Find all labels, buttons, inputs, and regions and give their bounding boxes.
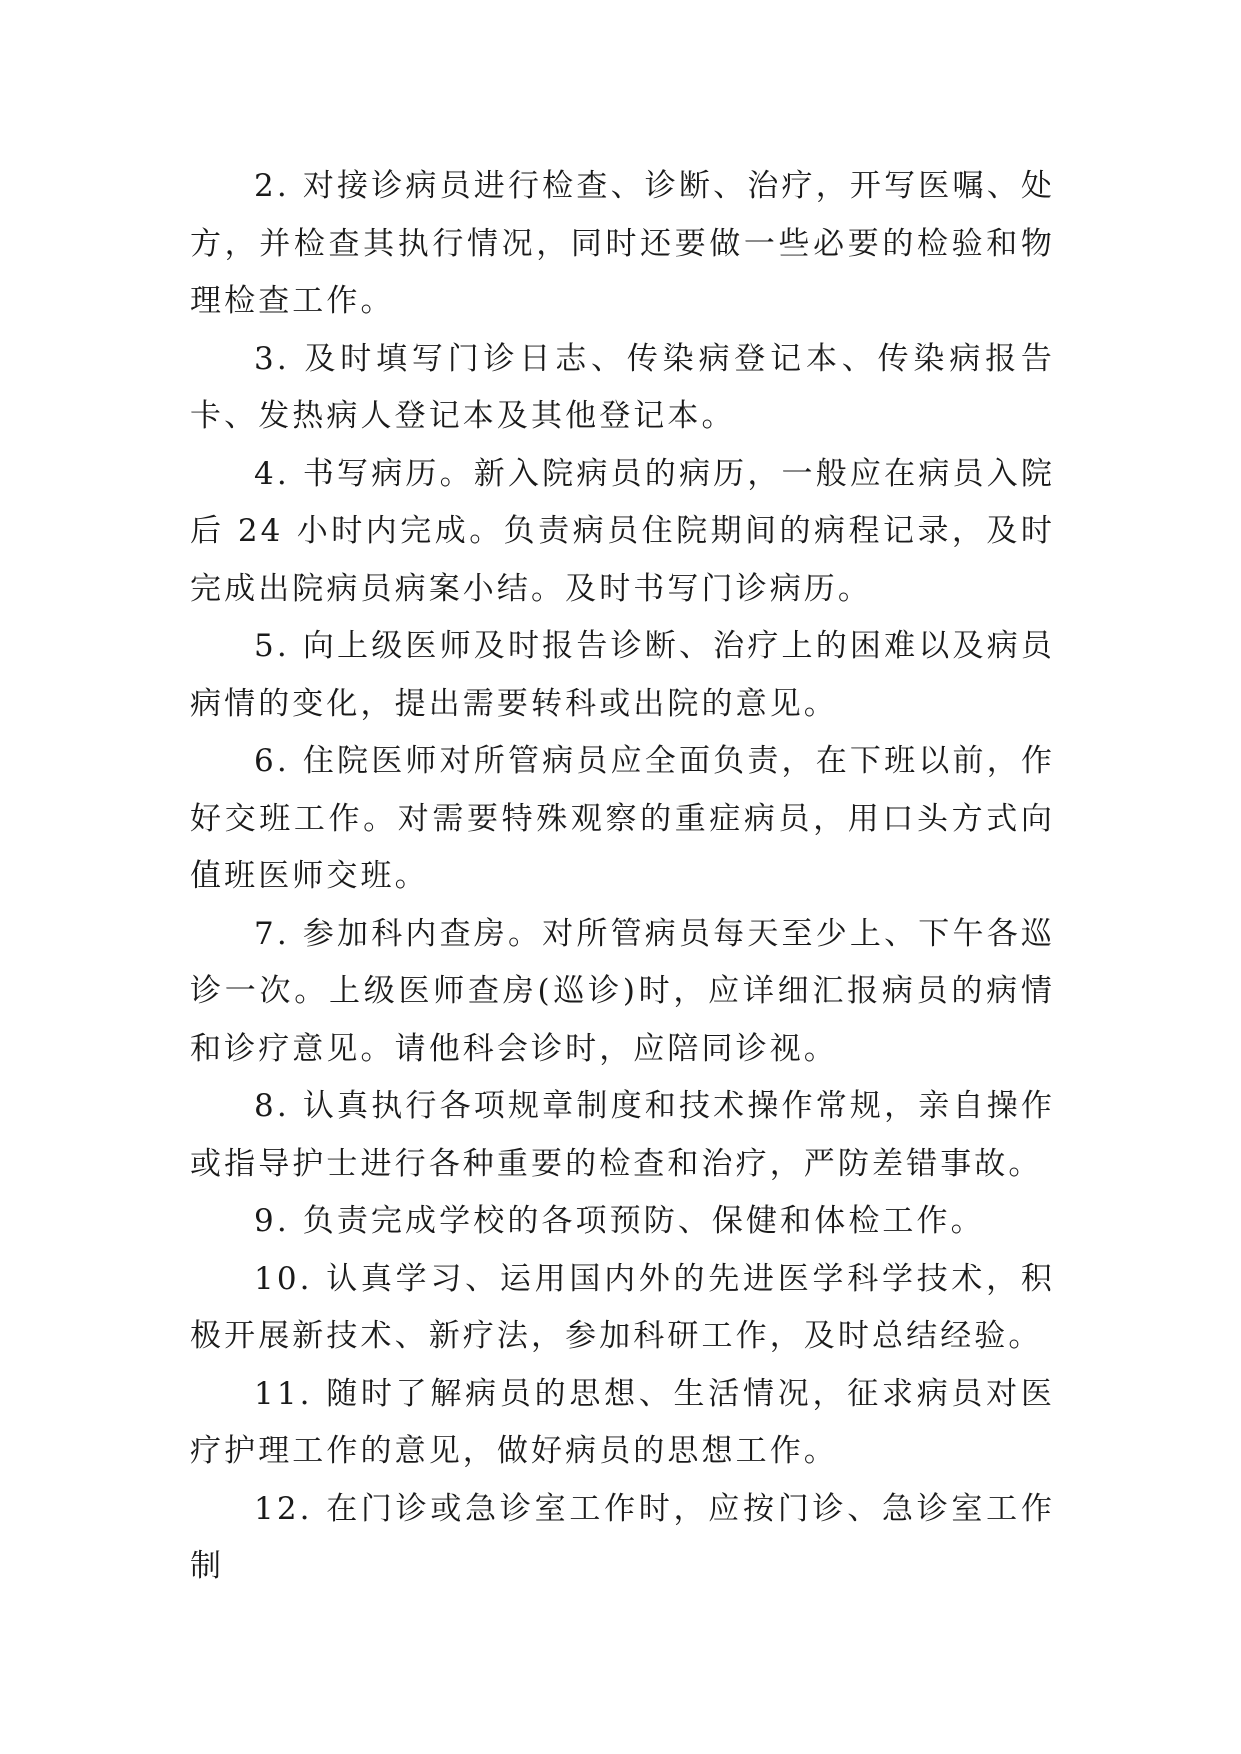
paragraph-item-6: 6. 住院医师对所管病员应全面负责，在下班以前，作好交班工作。对需要特殊观察的重症病员，用口头方式向值班医师交班。 (190, 743, 1055, 894)
paragraph-item-10: 10. 认真学习、运用国内外的先进医学科学技术，积极开展新技术、新疗法，参加科研工作，及时总结经验。 (190, 1260, 1055, 1354)
paragraph-item-7: 7. 参加科内查房。对所管病员每天至少上、下午各巡诊一次。上级医师查房(巡诊)时，应详细汇报病员的病情和诊疗意见。请他科会诊时，应陪同诊视。 (190, 915, 1055, 1067)
paragraph-item-8: 8. 认真执行各项规章制度和技术操作常规，亲自操作或指导护士进行各种重要的检查和治疗，严防差错事故。 (190, 1088, 1055, 1182)
paragraph-item-12: 12. 在门诊或急诊室工作时，应按门诊、急诊室工作制 (190, 1490, 1055, 1584)
document-body (190, 158, 1055, 1596)
paragraph-item-11: 11. 随时了解病员的思想、生活情况，征求病员对医疗护理工作的意见，做好病员的思想工作。 (190, 1375, 1055, 1469)
paragraph-item-9: 9. 负责完成学校的各项预防、保健和体检工作。 (254, 1203, 985, 1239)
paragraph-item-3: 3. 及时填写门诊日志、传染病登记本、传染病报告卡、发热病人登记本及其他登记本。 (190, 340, 1055, 434)
paragraph-item-2: 2. 对接诊病员进行检查、诊断、治疗，开写医嘱、处方，并检查其执行情况，同时还要做一些必要的检验和物理检查工作。 (190, 168, 1055, 319)
paragraph-item-4: 4. 书写病历。新入院病员的病历，一般应在病员入院后 24 小时内完成。负责病员住院期间的病程记录，及时完成出院病员病案小结。及时书写门诊病历。 (190, 455, 1055, 607)
paragraph-item-5: 5. 向上级医师及时报告诊断、治疗上的困难以及病员病情的变化，提出需要转科或出院的意见。 (190, 628, 1055, 722)
